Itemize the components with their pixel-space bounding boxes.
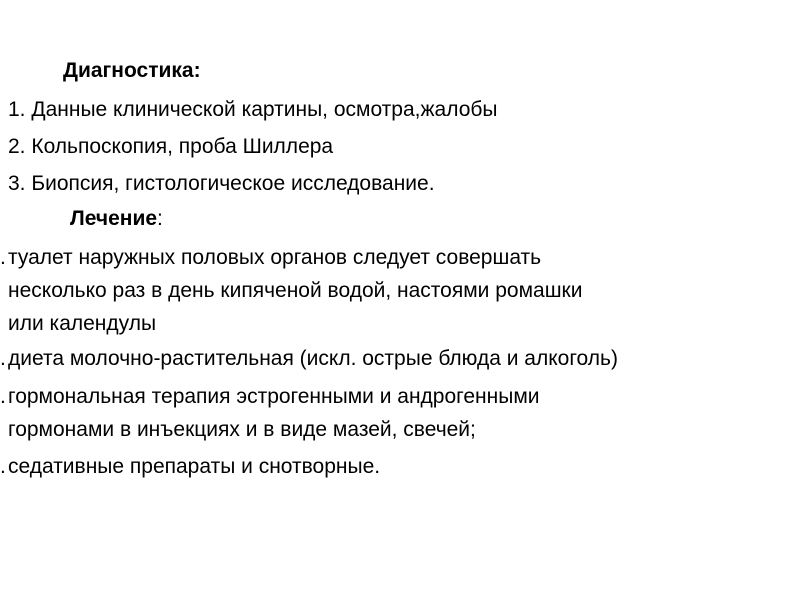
diagnostics-item: 3. Биопсия, гистологическое исследование. (8, 172, 435, 195)
bullet-marker: . (0, 246, 6, 269)
treatment-heading-colon: : (157, 207, 163, 230)
bullet-marker: . (0, 385, 6, 408)
treatment-item-text (8, 380, 540, 446)
bullet-marker: . (0, 455, 6, 478)
treatment-item-line: или календулы (8, 312, 157, 335)
diagnostics-item: 2. Кольпоскопия, проба Шиллера (8, 135, 334, 158)
treatment-heading-text: Лечение (70, 207, 158, 230)
treatment-item-line: диета молочно-растительная (искл. острые блюда и алкоголь) (8, 347, 618, 370)
treatment-heading (70, 207, 163, 231)
treatment-item-text (8, 241, 582, 340)
treatment-item-text (8, 450, 380, 483)
treatment-item-line: гормональная терапия эстрогенными и андрогенными (8, 385, 540, 408)
treatment-item-line: несколько раз в день кипяченой водой, настоями ромашки (8, 279, 583, 302)
diagnostics-heading: Диагностика: (63, 59, 201, 82)
bullet-marker: . (0, 347, 6, 370)
treatment-item-text (8, 342, 618, 375)
diagnostics-item: 1. Данные клинической картины, осмотра,жалобы (8, 98, 498, 121)
treatment-item-line: туалет наружных половых органов следует совершать (8, 246, 542, 269)
treatment-item-line: седативные препараты и снотворные. (8, 455, 381, 478)
treatment-item-line: гормонами в инъекциях и в виде мазей, свечей; (8, 418, 476, 441)
